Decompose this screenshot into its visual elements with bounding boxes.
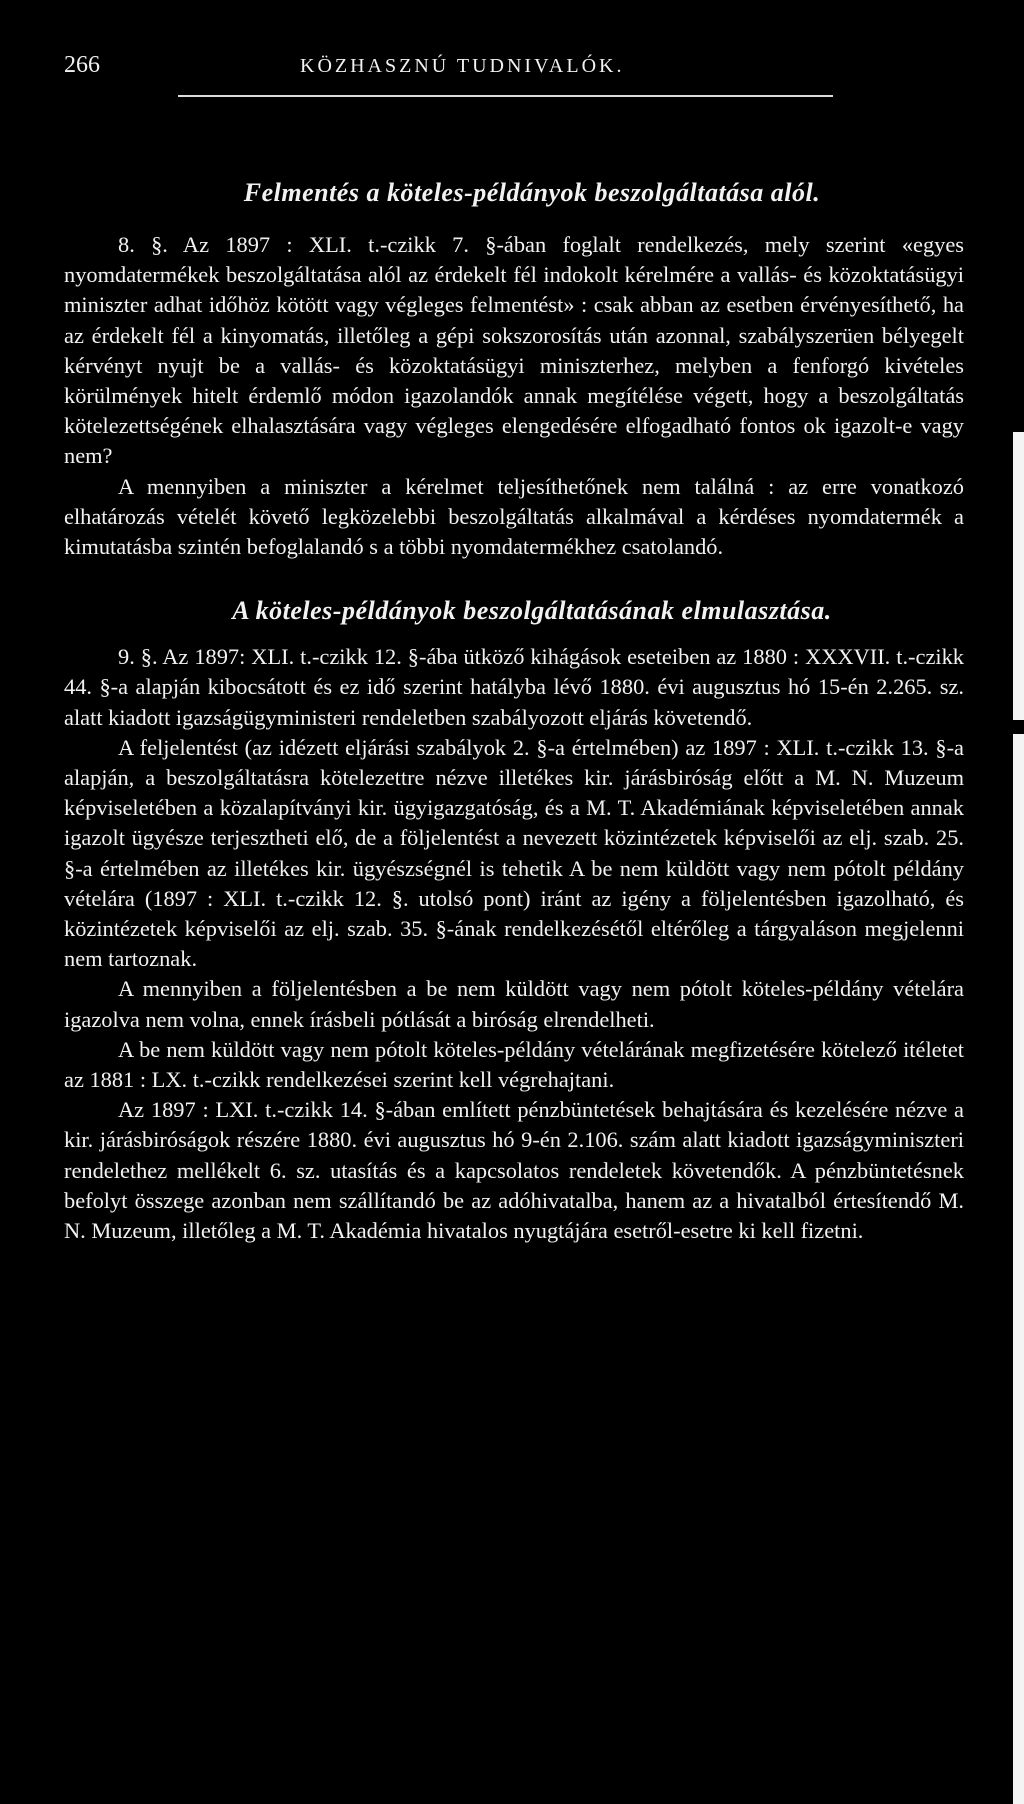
paragraph-9: 9. §. Az 1897: XLI. t.-czikk 12. §-ába ütköző kihágások eseteiben az 1880 : XXXVII. t.-czikk 44. §-a alapján kibocsátott és ez idő szerint hatályba lévő 1880. évi augusztus hó 15-én 2.265. sz. alatt kiadott igazságügyministeri rendeletben szabályozott eljárás követendő. — [64, 644, 964, 730]
paragraph-fines: Az 1897 : LXI. t.-czikk 14. §-ában említett pénzbüntetések behajtására és kezelésére nézve a kir. járásbiróságok részére 1880. évi augusztus hó 9-én 2.106. szám alatt kiadott igazságyminiszteri rendelethez mellékelt 6. sz. utasítás és a kapcsolatos rendeletek követendők. A pénzbüntetésnek befolyt összege azonban nem szállítandó be az adóhivatalba, hanem az a hivatalból értesítendő M. N. Muzeum, illetőleg a M. T. Akadémia hivatalos nyugtájára esetről-esetre ki kell fizetni. — [64, 1097, 964, 1244]
page-number: 266 — [64, 52, 100, 78]
running-title: KÖZHASZNÚ TUDNIVALÓK. — [300, 55, 625, 77]
scan-page-edge — [1013, 432, 1024, 1804]
paragraph-enforcement: A be nem küldött vagy nem pótolt köteles-példány vételárának megfizetésére kötelező itéletet az 1881 : LX. t.-czikk rendelkezései szerint kell végrehajtani. — [64, 1036, 964, 1093]
section-title-exemption: Felmentés a köteles-példányok beszolgáltatása alól. — [243, 178, 821, 207]
section-title-omission: A köteles-példányok beszolgáltatásának elmulasztása. — [232, 596, 832, 626]
book-page — [64, 52, 964, 1246]
running-head — [64, 52, 964, 88]
scan-edge-gap — [1013, 720, 1024, 734]
paragraph-price-proof: A mennyiben a följelentésben a be nem küldött vagy nem pótolt köteles-példány vételára igazolva nem volna, ennek írásbeli pótlását a biróság elrendelheti. — [64, 976, 964, 1032]
header-rule — [178, 95, 833, 97]
paragraph-complaint: A feljelentést (az idézett eljárási szabályok 2. §-a értelmében) az 1897 : XLI. t.-czikk 13. §-a alapján, a beszolgáltatásra kötelezettre nézve illetékes kir. járásbiróság előtt a M. N. Muzeum képviseletében a közalapítványi kir. ügyigazgatóság, és a M. T. Akadémiának képviseletében annak igazolt ügyésze terjesztheti elő, de a följelentést a nevezett közintézetek képviselői az elj. szab. 25. §-a értelmében az illetékes kir. ügyészségnél is tehetik A be nem küldött vagy nem pótolt példány vételára (1897 : XLI. t.-czikk 12. §. utolsó pont) iránt az igény a följelentésben igazolható, és közintézetek képviselői az elj. szab. 35. §-ának rendelkezésétől eltérőleg a tárgyaláson megjelenni nem tartoznak. — [64, 734, 964, 972]
paragraph-8: 8. §. Az 1897 : XLI. t.-czikk 7. §-ában foglalt rendelkezés, mely szerint «egyes nyomdatermékek beszolgáltatása alól az érdekelt fél indokolt kérelmére a vallás- és közoktatásügyi miniszter adhat időhöz kötött vagy végleges felmentést» : csak abban az esetben érvényesíthető, ha az érdekelt fél a kinyomatás, illetőleg a gépi sokszorosítás után azonnal, szabályszerüen bélyegelt kérvényt nyujt be a vallás- és közoktatásügyi miniszterhez, melyben a fenforgó kivételes körülmények hitelt érdemlő módon igazolandók annak megítélése végett, hogy a beszolgáltatás kötelezettségének elhalasztására vagy végleges elengedésére elfogadható fontos ok igazolt-e vagy nem? — [64, 232, 964, 469]
paragraph-8-continued: A mennyiben a miniszter a kérelmet teljesíthetőnek nem találná : az erre vonatkozó elhatározás vételét követő legközelebbi beszolgáltatás alkalmával a kérdéses nyomdatermék a kimutatásba szintén befoglalandó s a többi nyomdatermékhez csatolandó. — [64, 473, 964, 560]
